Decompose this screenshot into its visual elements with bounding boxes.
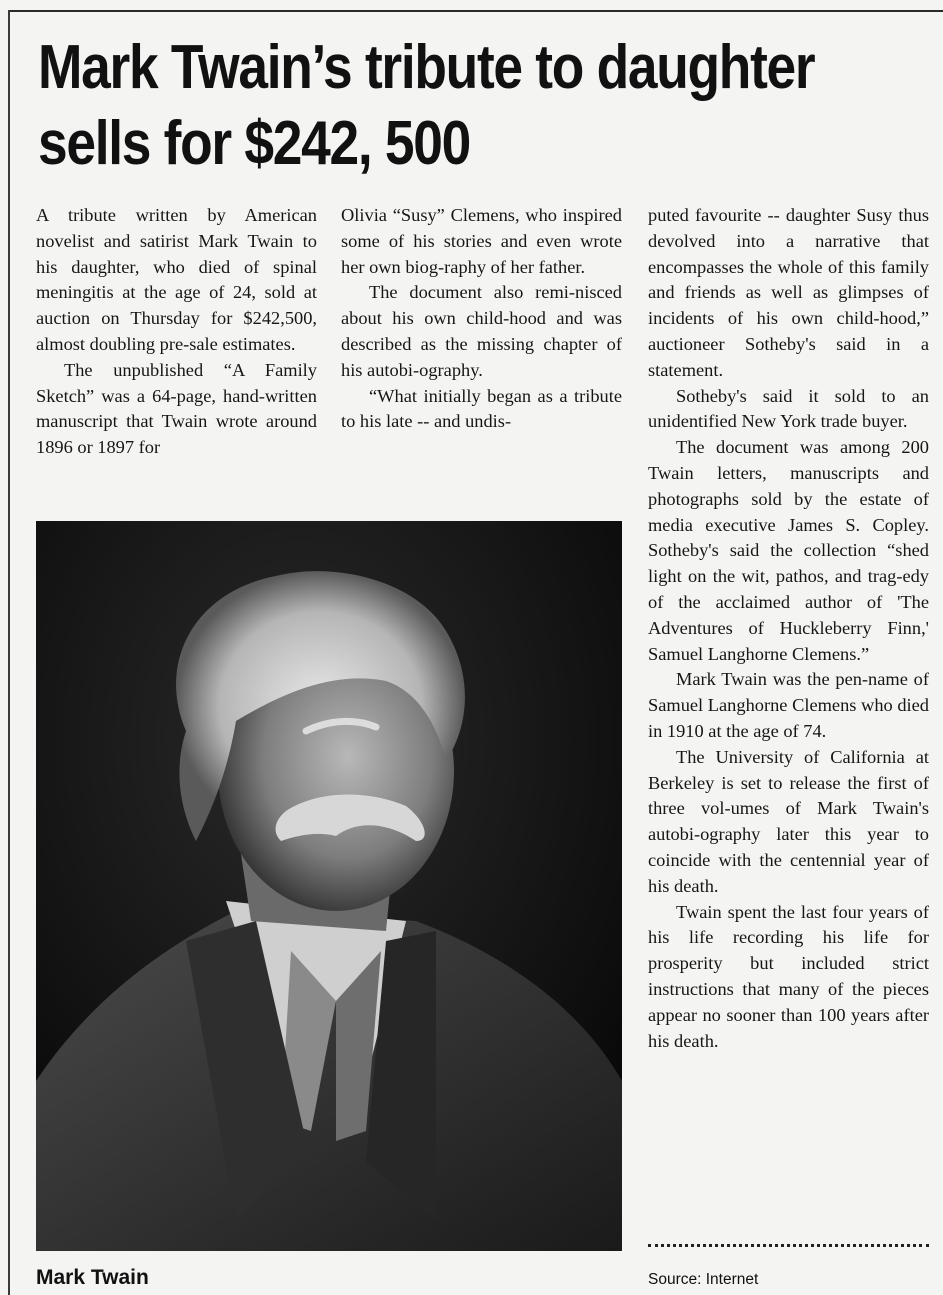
paragraph: Olivia “Susy” Clemens, who inspired some of his stories and even wrote her own biog-raphy of her father.	[341, 205, 622, 277]
top-rule	[8, 0, 943, 12]
paragraph: Twain spent the last four years of his life recording his life for prosperity but included strict instructions that many of the pieces appear no sooner than 100 years after his death.	[648, 901, 929, 1051]
dotted-divider	[648, 1244, 929, 1247]
paragraph: The document was among 200 Twain letters, manuscripts and photographs sold by the estate of media executive James S. Copley. Sotheby's said the collection “shed light on the wit, pathos, and trag-edy of the acclaimed author of 'The Adventures of Huckleberry Finn,' Samuel Langhorne Clemens.”	[648, 437, 929, 664]
paragraph: The unpublished “A Family Sketch” was a 64-page, hand-written manuscript that Twain wrote around 1896 or 1897 for	[36, 359, 317, 458]
paragraph: “What initially began as a tribute to his late -- and undis-	[341, 385, 622, 432]
article-column-3	[648, 203, 929, 1054]
photo-caption: Mark Twain	[36, 1266, 149, 1289]
article-column-2	[341, 203, 622, 435]
article-column-1	[36, 203, 317, 461]
left-column-rule	[8, 10, 10, 1295]
paragraph: The University of California at Berkeley is set to release the first of three vol-umes of Mark Twain's autobi-ography later this year to coincide with the centennial year of his death.	[648, 746, 929, 896]
paragraph: Mark Twain was the pen-name of Samuel Langhorne Clemens who died in 1910 at the age of 74.	[648, 669, 929, 741]
portrait-photo	[36, 521, 622, 1251]
source-credit: Source: Internet	[648, 1271, 759, 1288]
paragraph: The document also remi-nisced about his own child-hood and was described as the missing chapter of his autobi-ography.	[341, 282, 622, 380]
headline: Mark Twain’s tribute to daughter sells for $242, 500	[38, 33, 815, 178]
portrait-illustration	[36, 521, 622, 1251]
paragraph: A tribute written by American novelist and satirist Mark Twain to his daughter, who died of spinal meningitis at the age of 24, sold at auction on Thursday for $242,500, almost doubling pre-sale estimates.	[36, 205, 317, 354]
paragraph: puted favourite -- daughter Susy thus devolved into a narrative that encompasses the whole of this family and friends as well as glimpses of incidents of his own child-hood,” auctioneer Sotheby's said in a statement.	[648, 205, 929, 380]
paragraph: Sotheby's said it sold to an unidentified New York trade buyer.	[648, 385, 929, 432]
